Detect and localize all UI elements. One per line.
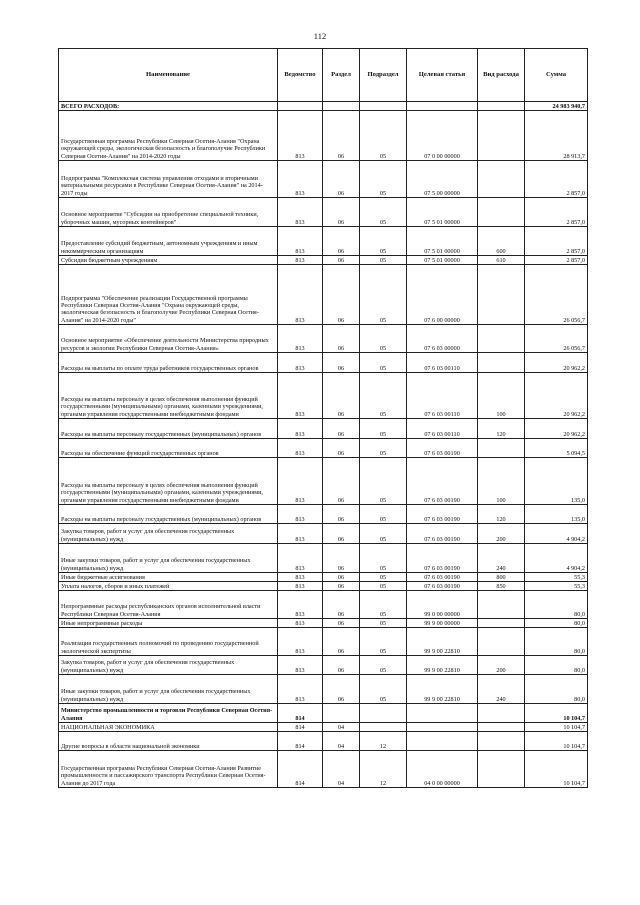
cell-name: Подпрограмма "Комплексная система управления отходами и вторичными материальными ресурсами в Республике Северная Осетия-Алания" на 2014-2017 годы (59, 161, 278, 198)
cell-target-article: 07 6 03 00190 (407, 458, 478, 505)
cell-expense-type: 850 (478, 582, 525, 591)
table-row (59, 256, 588, 265)
cell-target-article: 99 0 00 00000 (407, 591, 478, 619)
cell-amount: 80,0 (525, 675, 588, 704)
table-row (59, 591, 588, 619)
table-row (59, 102, 588, 111)
cell-expense-type: 240 (478, 544, 525, 573)
cell-target-article (407, 723, 478, 732)
cell-expense-type: 240 (478, 675, 525, 704)
table-row (59, 582, 588, 591)
cell-subsection: 05 (360, 111, 407, 161)
cell-section: 06 (323, 591, 360, 619)
page-number: 112 (313, 31, 327, 41)
cell-amount: 26 056,7 (525, 265, 588, 325)
cell-name: Уплата налогов, сборов и иных платежей (59, 582, 278, 591)
cell-department: 813 (278, 439, 323, 458)
table-row (59, 198, 588, 227)
cell-section: 06 (323, 111, 360, 161)
cell-target-article: 07 6 03 00110 (407, 373, 478, 419)
cell-subsection: 05 (360, 628, 407, 656)
cell-department: 813 (278, 619, 323, 628)
cell-section: 06 (323, 458, 360, 505)
cell-expense-type (478, 732, 525, 751)
table-row (59, 373, 588, 419)
cell-name: Основное мероприятие «Обеспечение деятельности Министерства природных ресурсов и экологии Республики Северная Осетия-Алания» (59, 325, 278, 353)
cell-amount: 10 104,7 (525, 723, 588, 732)
cell-expense-type (478, 704, 525, 723)
cell-subsection: 05 (360, 265, 407, 325)
table-body (59, 102, 588, 788)
cell-subsection: 05 (360, 505, 407, 524)
cell-amount: 2 857,0 (525, 227, 588, 256)
cell-section: 06 (323, 325, 360, 353)
table-row (59, 675, 588, 704)
cell-name: Иные бюджетные ассигнования (59, 573, 278, 582)
cell-amount: 28 913,7 (525, 111, 588, 161)
cell-subsection (360, 102, 407, 111)
cell-section (323, 102, 360, 111)
cell-name: Расходы на выплаты персоналу государственных (муниципальных) органов (59, 505, 278, 524)
cell-target-article: 07 5 01 00000 (407, 198, 478, 227)
cell-name: НАЦИОНАЛЬНАЯ ЭКОНОМИКА (59, 723, 278, 732)
cell-expense-type: 100 (478, 373, 525, 419)
cell-name: Государственная программа Республики Северная Осетия-Алания Развитие промышленности и пассажирского транспорта Республики Северная Осетия-Алания до 2017 года (59, 751, 278, 788)
cell-department: 813 (278, 198, 323, 227)
cell-expense-type (478, 439, 525, 458)
cell-expense-type (478, 325, 525, 353)
cell-department: 813 (278, 227, 323, 256)
cell-name: Реализация государственных полномочий по проведению государственной экологической экспертизы (59, 628, 278, 656)
cell-amount: 55,3 (525, 582, 588, 591)
cell-expense-type (478, 591, 525, 619)
cell-target-article: 07 5 01 00000 (407, 227, 478, 256)
cell-name: Иные непрограммные расходы (59, 619, 278, 628)
cell-target-article: 99 9 00 22810 (407, 675, 478, 704)
cell-amount: 80,0 (525, 628, 588, 656)
cell-expense-type (478, 102, 525, 111)
cell-target-article: 99 9 00 00000 (407, 619, 478, 628)
cell-name: ВСЕГО РАСХОДОВ: (59, 102, 278, 111)
cell-department: 813 (278, 628, 323, 656)
cell-section (323, 704, 360, 723)
cell-subsection: 05 (360, 373, 407, 419)
table-row (59, 544, 588, 573)
cell-section: 06 (323, 582, 360, 591)
cell-section: 06 (323, 439, 360, 458)
cell-expense-type: 120 (478, 505, 525, 524)
cell-section: 06 (323, 524, 360, 544)
cell-target-article: 07 5 00 00000 (407, 161, 478, 198)
table-row (59, 353, 588, 373)
cell-amount: 10 104,7 (525, 704, 588, 723)
cell-target-article: 07 6 03 00190 (407, 524, 478, 544)
table-row (59, 628, 588, 656)
cell-target-article (407, 704, 478, 723)
cell-target-article: 07 6 03 00190 (407, 544, 478, 573)
column-header-department: Ведомство (278, 49, 323, 102)
cell-subsection (360, 723, 407, 732)
table-row (59, 619, 588, 628)
cell-amount: 2 857,0 (525, 256, 588, 265)
table-row (59, 573, 588, 582)
cell-expense-type (478, 619, 525, 628)
cell-amount: 135,0 (525, 505, 588, 524)
cell-name: Министерство промышленности и торговли Республики Северная Осетия-Алания (59, 704, 278, 723)
cell-subsection: 05 (360, 325, 407, 353)
table-header-row (59, 49, 588, 102)
cell-expense-type: 120 (478, 419, 525, 439)
cell-expense-type (478, 265, 525, 325)
cell-name: Закупка товаров, работ и услуг для обеспечения государственных (муниципальных) нужд (59, 524, 278, 544)
cell-department: 813 (278, 544, 323, 573)
cell-amount: 26 056,7 (525, 325, 588, 353)
cell-target-article: 99 9 00 22810 (407, 628, 478, 656)
cell-target-article (407, 732, 478, 751)
table-row (59, 227, 588, 256)
cell-name: Расходы на выплаты по оплате труда работников государственных органов (59, 353, 278, 373)
cell-department: 813 (278, 675, 323, 704)
cell-subsection: 05 (360, 353, 407, 373)
cell-department: 813 (278, 656, 323, 675)
cell-section: 06 (323, 265, 360, 325)
cell-section: 06 (323, 573, 360, 582)
table-row (59, 524, 588, 544)
cell-expense-type: 200 (478, 656, 525, 675)
cell-department: 814 (278, 751, 323, 788)
cell-subsection: 05 (360, 675, 407, 704)
table-row (59, 111, 588, 161)
column-header-amount: Сумма (525, 49, 588, 102)
cell-subsection: 05 (360, 573, 407, 582)
cell-target-article: 07 6 00 00000 (407, 265, 478, 325)
cell-subsection: 05 (360, 582, 407, 591)
cell-name: Расходы на выплаты персоналу государственных (муниципальных) органов (59, 419, 278, 439)
cell-department (278, 102, 323, 111)
cell-subsection (360, 704, 407, 723)
cell-amount: 55,3 (525, 573, 588, 582)
cell-subsection: 05 (360, 656, 407, 675)
cell-target-article: 07 6 03 00190 (407, 582, 478, 591)
cell-department: 813 (278, 111, 323, 161)
cell-subsection: 12 (360, 732, 407, 751)
cell-amount: 80,0 (525, 591, 588, 619)
cell-amount: 4 904,2 (525, 524, 588, 544)
cell-department: 813 (278, 524, 323, 544)
cell-target-article: 07 6 03 00110 (407, 353, 478, 373)
cell-section: 06 (323, 675, 360, 704)
cell-amount: 80,0 (525, 656, 588, 675)
cell-amount: 135,0 (525, 458, 588, 505)
table-row (59, 419, 588, 439)
cell-department: 813 (278, 325, 323, 353)
cell-amount: 2 857,0 (525, 198, 588, 227)
cell-target-article: 07 6 03 00110 (407, 419, 478, 439)
cell-target-article (407, 102, 478, 111)
cell-section: 06 (323, 161, 360, 198)
cell-name: Расходы на выплаты персоналу в целях обеспечения выполнения функций государственными (муниципальными) органами, казенными учреждениями, органами управления государственными внебюджетными фондами (59, 373, 278, 419)
column-header-name: Наименование (59, 49, 278, 102)
cell-section: 06 (323, 619, 360, 628)
cell-department: 813 (278, 458, 323, 505)
cell-department: 813 (278, 573, 323, 582)
cell-section: 06 (323, 419, 360, 439)
cell-department: 813 (278, 419, 323, 439)
cell-name: Основное мероприятие "Субсидии на приобретение специальной техники, уборочных машин, мусорных контейнеров" (59, 198, 278, 227)
cell-name: Подпрограмма "Обеспечение реализации Государственной программы Республики Северная Осетия-Алания "Охрана окружающей среды, экологическая безопасность и благополучие Республики Северная Осетия-Алания" на 2014-2020 годы" (59, 265, 278, 325)
cell-subsection: 05 (360, 458, 407, 505)
cell-section: 04 (323, 723, 360, 732)
cell-subsection: 05 (360, 544, 407, 573)
table-row (59, 732, 588, 751)
cell-expense-type: 200 (478, 524, 525, 544)
cell-section: 06 (323, 544, 360, 573)
cell-department: 813 (278, 582, 323, 591)
cell-department: 813 (278, 265, 323, 325)
cell-expense-type: 100 (478, 458, 525, 505)
column-header-expense-type: Вид расхода (478, 49, 525, 102)
cell-name: Другие вопросы в области национальной экономики (59, 732, 278, 751)
cell-name: Непрограммные расходы республиканских органов исполнительной власти Республики Северная Осетия-Алания (59, 591, 278, 619)
table-row (59, 505, 588, 524)
cell-subsection: 05 (360, 198, 407, 227)
cell-target-article: 04 0 00 00000 (407, 751, 478, 788)
cell-expense-type (478, 353, 525, 373)
cell-section: 06 (323, 198, 360, 227)
cell-subsection: 05 (360, 524, 407, 544)
cell-subsection: 05 (360, 591, 407, 619)
cell-expense-type: 800 (478, 573, 525, 582)
cell-department: 813 (278, 353, 323, 373)
cell-department: 813 (278, 373, 323, 419)
table-row (59, 704, 588, 723)
cell-expense-type: 600 (478, 227, 525, 256)
cell-amount: 80,0 (525, 619, 588, 628)
cell-department: 813 (278, 505, 323, 524)
cell-target-article: 99 9 00 22810 (407, 656, 478, 675)
cell-expense-type (478, 723, 525, 732)
cell-subsection: 05 (360, 161, 407, 198)
cell-section: 06 (323, 628, 360, 656)
cell-expense-type (478, 751, 525, 788)
cell-amount: 4 904,2 (525, 544, 588, 573)
cell-target-article: 07 6 03 00190 (407, 573, 478, 582)
cell-target-article: 07 6 03 00190 (407, 439, 478, 458)
table-row (59, 656, 588, 675)
cell-section: 06 (323, 353, 360, 373)
cell-section: 06 (323, 227, 360, 256)
cell-subsection: 05 (360, 256, 407, 265)
cell-name: Расходы на выплаты персоналу в целях обеспечения выполнения функций государственными (муниципальными) органами, казенными учреждениями, органами управления государственными внебюджетными фондами (59, 458, 278, 505)
cell-amount: 10 104,7 (525, 732, 588, 751)
table-row (59, 751, 588, 788)
cell-section: 04 (323, 732, 360, 751)
cell-department: 814 (278, 732, 323, 751)
column-header-target-article: Целевая статья (407, 49, 478, 102)
cell-amount: 24 983 940,7 (525, 102, 588, 111)
table-row (59, 265, 588, 325)
cell-name: Государственная программа Республики Северная Осетия-Алания "Охрана окружающей среды, экологическая безопасность и благополучие Республики Северная Осетия-Алания" на 2014-2020 годы (59, 111, 278, 161)
budget-table (58, 48, 588, 788)
table-row (59, 439, 588, 458)
cell-department: 814 (278, 704, 323, 723)
cell-amount: 20 962,2 (525, 419, 588, 439)
cell-name: Закупка товаров, работ и услуг для обеспечения государственных (муниципальных) нужд (59, 656, 278, 675)
cell-subsection: 05 (360, 439, 407, 458)
cell-section: 06 (323, 256, 360, 265)
cell-subsection: 05 (360, 419, 407, 439)
cell-subsection: 05 (360, 619, 407, 628)
cell-target-article: 07 6 03 00000 (407, 325, 478, 353)
column-header-section: Раздел (323, 49, 360, 102)
cell-target-article: 07 0 00 00000 (407, 111, 478, 161)
table-row (59, 325, 588, 353)
cell-department: 813 (278, 256, 323, 265)
cell-amount: 10 104,7 (525, 751, 588, 788)
cell-section: 06 (323, 505, 360, 524)
cell-subsection: 05 (360, 227, 407, 256)
column-header-subsection: Подраздел (360, 49, 407, 102)
cell-amount: 5 094,5 (525, 439, 588, 458)
cell-department: 813 (278, 161, 323, 198)
cell-department: 813 (278, 591, 323, 619)
cell-expense-type: 610 (478, 256, 525, 265)
table-row (59, 161, 588, 198)
cell-section: 04 (323, 751, 360, 788)
cell-expense-type (478, 628, 525, 656)
cell-amount: 20 962,2 (525, 353, 588, 373)
cell-expense-type (478, 161, 525, 198)
cell-target-article: 07 5 01 00000 (407, 256, 478, 265)
cell-section: 06 (323, 373, 360, 419)
cell-name: Предоставление субсидий бюджетным, автономным учреждениям и иным некоммерческим организациям (59, 227, 278, 256)
cell-amount: 20 962,2 (525, 373, 588, 419)
cell-name: Иные закупки товаров, работ и услуг для обеспечения государственных (муниципальных) нужд (59, 675, 278, 704)
cell-name: Субсидии бюджетным учреждениям (59, 256, 278, 265)
cell-subsection: 12 (360, 751, 407, 788)
cell-expense-type (478, 111, 525, 161)
cell-expense-type (478, 198, 525, 227)
cell-name: Расходы на обеспечение функций государственных органов (59, 439, 278, 458)
table-row (59, 723, 588, 732)
cell-section: 06 (323, 656, 360, 675)
cell-department: 814 (278, 723, 323, 732)
cell-amount: 2 857,0 (525, 161, 588, 198)
cell-target-article: 07 6 03 00190 (407, 505, 478, 524)
table-row (59, 458, 588, 505)
cell-name: Иные закупки товаров, работ и услуг для обеспечения государственных (муниципальных) нужд (59, 544, 278, 573)
